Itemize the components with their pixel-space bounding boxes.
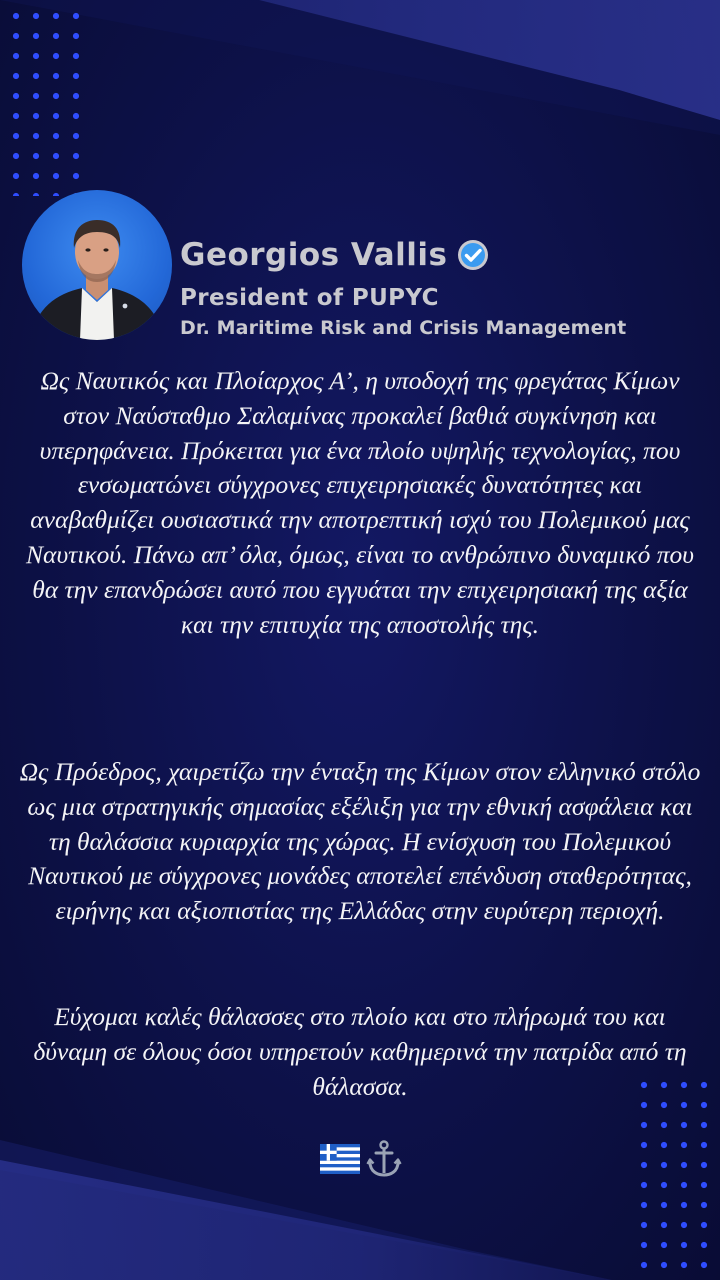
- verified-badge-icon: [455, 237, 491, 273]
- profile-credential: Dr. Maritime Risk and Crisis Management: [180, 317, 627, 339]
- post-paragraph-2: Ως Πρόεδρος, χαιρετίζω την ένταξη της Κίμων στον ελληνικό στόλο ως μια στρατηγικής σημασίας εξέλιξη για την εθνική ασφάλεια και τη θαλάσσια κυριαρχία της χώρας. Η ενίσχυση του Πολεμικού Ναυτικού με σύγχρονες μονάδες αποτελεί επένδυση σταθερότητας, ειρήνης και αξιοπιστίας της Ελλάδας στην ευρύτερη περιοχή.: [19, 757, 701, 926]
- profile-name: Georgios Vallis: [180, 237, 448, 273]
- anchor-icon: [366, 1140, 402, 1178]
- post-paragraph-1: Ως Ναυτικός και Πλοίαρχος Α’, η υποδοχή της φρεγάτας Κίμων στον Ναύσταθμο Σαλαμίνας προκαλεί βαθιά συγκίνηση και υπερηφάνεια. Πρόκειται για ένα πλοίο υψηλής τεχνολογίας, που ενσωματώνει σύγχρονες επιχειρησιακές δυνατότητες και αναβαθμίζει ουσιαστικά την αποτρεπτική ισχύ του Πολεμικού μας Ναυτικού. Πάνω απ’ όλα, όμως, είναι το ανθρώπινο δυναμικό που θα την επανδρώσει αυτό που εγγυάται την επιχειρησιακή της αξία και την επιτυχία της αποστολής της.: [26, 366, 694, 639]
- greece-flag-icon: [320, 1144, 360, 1174]
- decorative-dot-grid-top-left: [6, 6, 86, 196]
- emoji-row: [320, 1140, 402, 1178]
- profile-name-row: [180, 232, 491, 278]
- post-paragraph-3: Εύχομαι καλές θάλασσες στο πλοίο και στο πλήρωμά του και δύναμη σε όλους όσοι υπηρετούν καθημερινά την πατρίδα από τη θάλασσα.: [33, 1002, 687, 1101]
- profile-title: President of PUPYC: [180, 285, 439, 311]
- decorative-dot-grid-bottom-right: [634, 1075, 720, 1280]
- avatar: [22, 190, 172, 340]
- portrait-illustration: [22, 190, 172, 340]
